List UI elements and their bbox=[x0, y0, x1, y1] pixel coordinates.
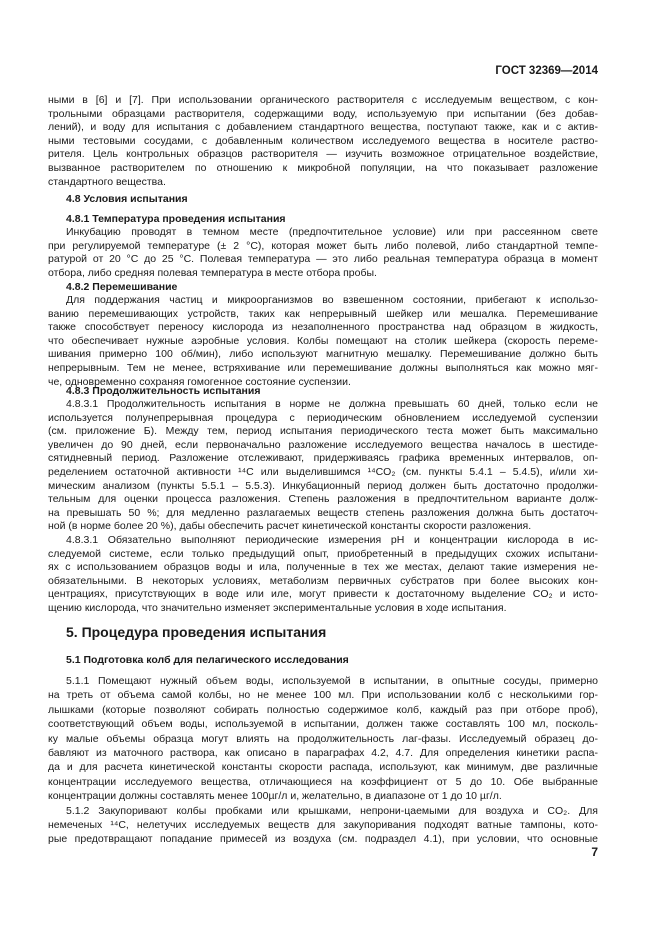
text-line: да и для расчета кинетической константы скорости распада, используют, как минимум, две различные bbox=[48, 761, 598, 774]
text-line: шивания примерно 100 об/мин), либо используют магнитную мешалку. Перемешивание должно быть bbox=[48, 348, 598, 361]
heading-block bbox=[48, 384, 598, 398]
text-line: непрерывным. Тем не менее, встряхивание или перемешивание должны выполняться как можно мяг- bbox=[48, 361, 598, 374]
text-line: концентрации исследуемого вещества, отличающиеся на коэффициент от 5 до 10. Обе выбранные bbox=[48, 775, 598, 788]
subsection-heading: 4.8 Условия испытания bbox=[66, 193, 188, 205]
paragraph bbox=[48, 94, 598, 189]
paragraph bbox=[48, 294, 598, 389]
text-line: центрациях, присутствующих в воде или иле, могут привести к достаточному выделение CO₂ и исто- bbox=[48, 588, 598, 601]
document-header: ГОСТ 32369—2014 bbox=[495, 65, 598, 77]
paragraph bbox=[48, 398, 598, 534]
text-line: ными тестовыми сосудами, с добавленным количеством исследуемого вещества в носителе раство- bbox=[48, 134, 598, 147]
text-line: бавляют из маточного раствора, как описано в параграфах 4.2, 4.7. Для определения кинетики распа- bbox=[48, 746, 598, 759]
text-line: Инкубацию проводят в темном месте (предпочтительное условие) или при рассеянном свете bbox=[66, 226, 598, 238]
section-heading: 5. Процедура проведения испытания bbox=[66, 624, 327, 640]
text-line: стандартного вещества. bbox=[48, 175, 166, 188]
text-line: увеличен до 90 дней, если первоначально разложение исследуемого вещества началось в шестиде- bbox=[48, 438, 598, 451]
text-line: Для поддержания частиц и микроорганизмов во взвешенном состоянии, прибегают к использо- bbox=[66, 294, 598, 306]
text-line: рителя. Цель контрольных образцов растворителя — изучить возможное отрицательное воздействие, bbox=[48, 148, 598, 161]
page-number: 7 bbox=[591, 845, 598, 859]
text-line: трольными образцами растворителя, содержащими воду, используемую при испытании (без добав- bbox=[48, 107, 598, 120]
heading-block bbox=[48, 653, 598, 667]
paragraph bbox=[48, 804, 598, 847]
text-line: 5.1.1 Помещают нужный объем воды, используемой в испытании, в опытные сосуды, примерно bbox=[66, 675, 598, 687]
text-line: отбора, либо средняя полевая температура в месте отбора пробы. bbox=[48, 266, 377, 279]
heading-block bbox=[48, 624, 598, 640]
text-line: тельным для оценки процесса разложения. Степень разложения в предпочтительном варианте долж- bbox=[48, 493, 598, 506]
text-line: ными в [6] и [7]. При использовании органического растворителя с исследуемым веществом, с кон- bbox=[48, 94, 598, 106]
paragraph bbox=[48, 226, 598, 280]
text-line: 5.1.2 Закупоривают колбы пробками или крышками, непрони-цаемыми для воздуха и CO₂. Для bbox=[66, 805, 598, 817]
text-line: при регулируемой температуре (± 2 °С), которая может быть либо полевой, либо стандартной темпе- bbox=[48, 239, 598, 252]
text-line: ванию перемешивающих устройств, таких как непрерывный шейкер или мешалка. Перемешивание bbox=[48, 307, 598, 320]
text-line: ределением остаточной активности ¹⁴C или выделившимся ¹⁴CO₂ (см. пункты 5.4.1 – 5.4.5), и/или хи- bbox=[48, 465, 598, 478]
paragraph bbox=[48, 674, 598, 804]
text-line: вызванное растворителем по отношению к микробной популяции, на что показывает разложение bbox=[48, 161, 598, 174]
text-line: сятидневный период. Разложение отслеживают, придерживаясь графика временных интервалов, оп- bbox=[48, 452, 598, 465]
text-line: ку малые объемы образца могут влиять на продолжительность лаг-фазы. Исследуемый образец до- bbox=[48, 732, 598, 745]
text-line: концентрации должны составлять менее 100µг/л и, желательно, в диапазоне от 1 до 10 µг/л. bbox=[48, 790, 502, 803]
text-line: 4.8.3.1 Обязательно выполняют периодические измерения pH и концентрации кислорода в ис- bbox=[66, 534, 598, 546]
subsection-heading: 4.8.2 Перемешивание bbox=[66, 281, 178, 293]
text-line: используется полунепрерывная процедура с периодическим обновлением исследуемой суспензии bbox=[48, 411, 598, 424]
text-line: ной (в норме более 20 %), дабы обеспечить расчет кинетической константы скорости разложения. bbox=[48, 520, 532, 533]
text-line: щению кислорода, что значительно изменяет экспериментальные условия в ходе испытания. bbox=[48, 601, 507, 614]
text-line: лышками (которые позволяют собирать полностью содержимое колб, каждый раз при отборе проб), bbox=[48, 703, 598, 716]
text-line: лений), и воду для испытания с добавлением стандартного вещества, поступают также, как и с актив- bbox=[48, 121, 598, 134]
subsection-heading: 4.8.3 Продолжительность испытания bbox=[66, 385, 261, 397]
subsection-heading: 5.1 Подготовка колб для пелагического исследования bbox=[66, 654, 349, 666]
text-line: че, одновременно сохраняя гомогенное состояние суспензии. bbox=[48, 375, 351, 388]
text-line: что обеспечивает нужные аэробные условия. Колбы помещают на столик шейкера (скорость переме- bbox=[48, 334, 598, 347]
text-line: также способствует переносу кислорода из незаполненного пространства над образцом в жидкость, bbox=[48, 321, 598, 334]
text-line: обязательными. В некоторых условиях, метаболизм первичных субстратов при более высоких кон- bbox=[48, 574, 598, 587]
heading-block bbox=[48, 280, 598, 294]
text-line: (см. приложение Б). Между тем, период испытания периодического теста может быть максимально bbox=[48, 425, 598, 438]
text-line: на треть от объема самой колбы, но не менее 100 мл. При использовании колб с несколькими гор- bbox=[48, 689, 598, 702]
text-line: мическим анализом (пункты 5.5.1 – 5.5.3). Инкубационный период должен быть достаточно продолжи- bbox=[48, 479, 598, 492]
text-line: следуемой системе, если только предыдущий опыт, приобретенный в предыдущих схожих испытани- bbox=[48, 547, 598, 560]
text-line: ях с использованием образцов воды и ила, полученные в тех же местах, делают такие измерения не- bbox=[48, 561, 598, 574]
subsection-heading: 4.8.1 Температура проведения испытания bbox=[66, 213, 286, 225]
heading-block bbox=[48, 192, 598, 206]
text-line: рые предотвращают попадание примесей из воздуха (см. подраздел 4.1), при условии, что основные bbox=[48, 833, 598, 846]
text-line: ратурой от 20 °С до 25 °С. Полевая температура — это либо реальная температура образца в момент bbox=[48, 253, 598, 266]
text-line: 4.8.3.1 Продолжительность испытания в норме не должна превышать 60 дней, только если не bbox=[66, 398, 598, 410]
text-line: на превышать 50 %; для медленно разлагаемых веществ степень разложения должна быть достаточ- bbox=[48, 506, 598, 519]
heading-block bbox=[48, 212, 598, 226]
text-line: немеченых ¹⁴C, нелетучих исследуемых веществ для закупоривания подходят ватные тампоны, кото- bbox=[48, 819, 598, 832]
text-line: соответствующий объем воды, используемой в испытании, должен также составлять 100 мл, посколь- bbox=[48, 718, 598, 731]
paragraph bbox=[48, 534, 598, 616]
